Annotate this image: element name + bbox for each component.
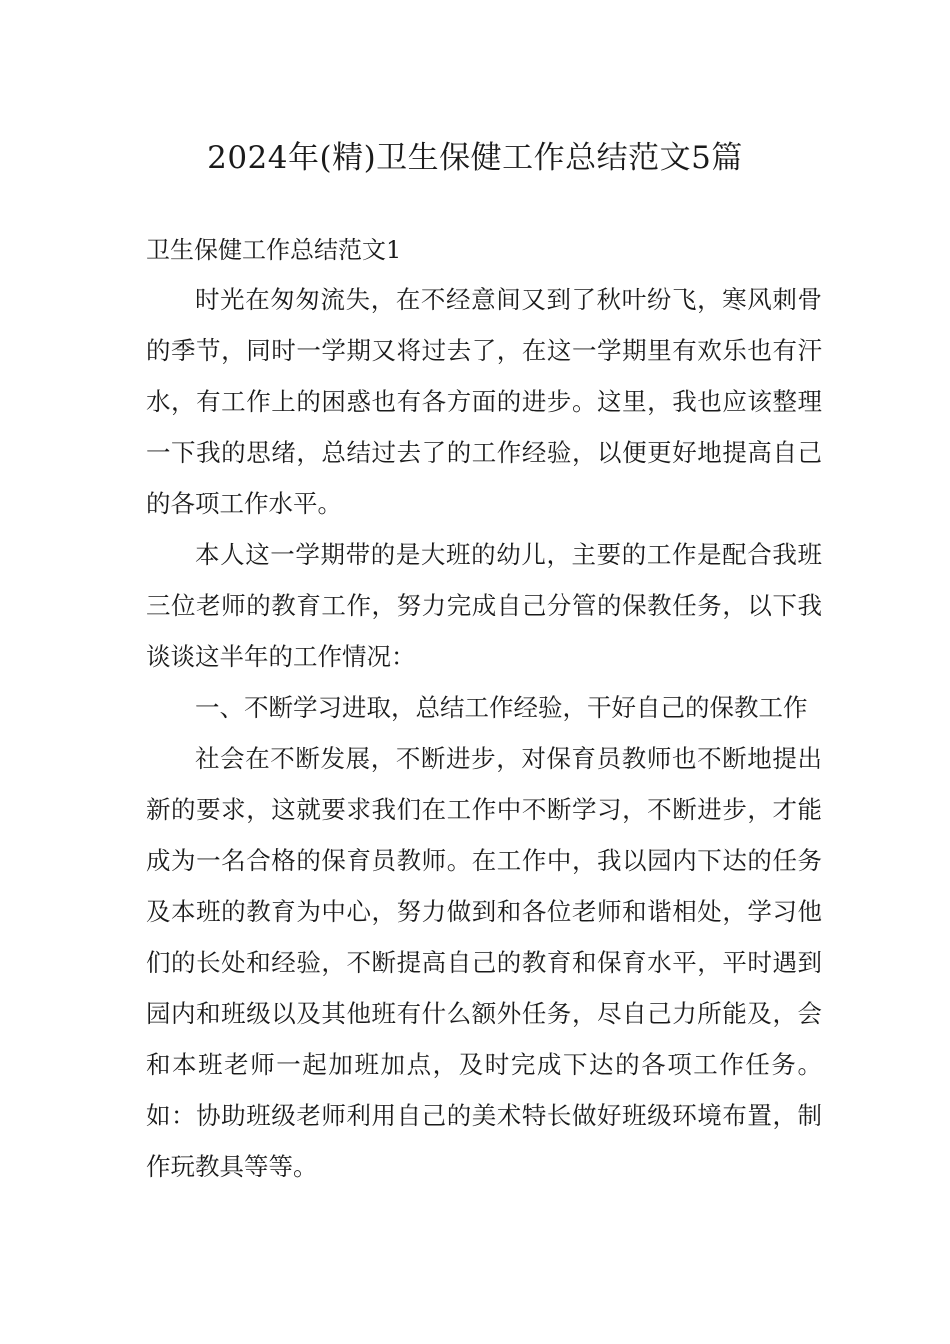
document-title: 2024年(精)卫生保健工作总结范文5篇 bbox=[207, 140, 743, 176]
section-heading: 卫生保健工作总结范文1 bbox=[146, 236, 402, 264]
paragraph-class-duties: 本人这一学期带的是大班的幼儿，主要的工作是配合我班三位老师的教育工作，努力完成自己分管的保教任务，以下我谈谈这半年的工作情况： bbox=[146, 540, 822, 671]
paragraph-subheading-learning: 一、不断学习进取，总结工作经验，干好自己的保教工作 bbox=[195, 693, 808, 722]
document-body bbox=[146, 274, 822, 1192]
paragraph-intro: 时光在匆匆流失，在不经意间又到了秋叶纷飞，寒风刺骨的季节，同时一学期又将过去了，在这一学期里有欢乐也有汗水，有工作上的困惑也有各方面的进步。这里，我也应该整理一下我的思绪，总结过去了的工作经验，以便更好地提高自己的各项工作水平。 bbox=[146, 285, 822, 518]
paragraph-continuous-learning: 社会在不断发展，不断进步，对保育员教师也不断地提出新的要求，这就要求我们在工作中不断学习，不断进步，才能成为一名合格的保育员教师。在工作中，我以园内下达的任务及本班的教育为中心，努力做到和各位老师和谐相处，学习他们的长处和经验，不断提高自己的教育和保育水平，平时遇到园内和班级以及其他班有什么额外任务，尽自己力所能及，会和本班老师一起加班加点，及时完成下达的各项工作任务。如：协助班级老师利用自己的美术特长做好班级环境布置，制作玩教具等等。 bbox=[146, 744, 822, 1181]
